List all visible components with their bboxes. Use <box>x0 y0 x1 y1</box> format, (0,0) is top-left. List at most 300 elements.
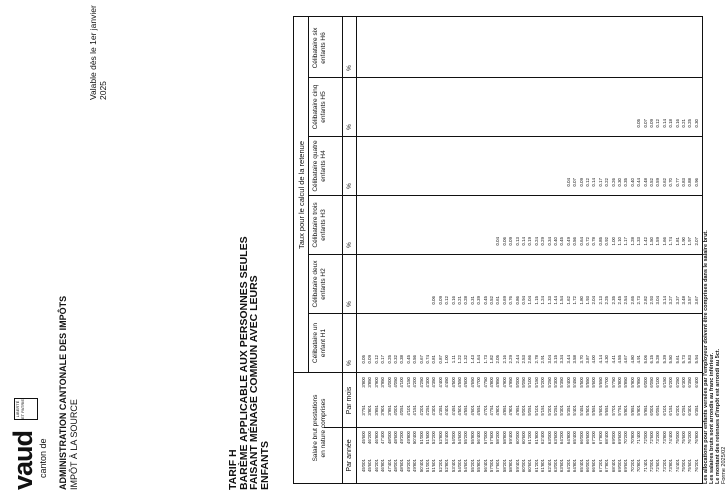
table-cell: 5'600 <box>591 377 597 388</box>
table-cell: 72'000 <box>642 431 648 445</box>
pct-label-h2: % <box>346 301 353 307</box>
table-cell: 1.80 <box>578 296 584 305</box>
tarif-line-2: BARÈME APPLICABLE AUX PERSONNES SEULES <box>237 236 250 490</box>
table-cell: 4.41 <box>610 355 616 364</box>
table-cell: 4'450 <box>444 377 450 388</box>
table-cell: 3.27 <box>668 296 674 305</box>
table-cell: 4.55 <box>617 355 622 364</box>
column-divider <box>324 427 702 428</box>
table-cell: 0.30 <box>617 178 622 187</box>
table-cell: 59'401 <box>514 459 520 473</box>
table-cell: 4'351 <box>437 405 443 416</box>
table-cell: 60'601 <box>527 459 533 473</box>
table-cell: 1.28 <box>629 237 635 246</box>
table-cell: 0.21 <box>457 296 462 305</box>
table-cell: 3.15 <box>553 355 558 364</box>
table-cell: 0.13 <box>514 237 520 246</box>
table-cell: 5'151 <box>540 405 546 416</box>
footnotes <box>703 230 727 484</box>
table-cell: 0.32 <box>393 355 398 364</box>
column-divider <box>308 136 702 137</box>
table-cell: 46'200 <box>367 431 373 445</box>
table-cell: 1.50 <box>649 237 654 246</box>
table-cell: 56'400 <box>476 431 482 445</box>
table-cell: 3.14 <box>661 296 667 305</box>
table-cell: 2.91 <box>540 355 546 364</box>
table-cell: 72'001 <box>649 459 654 473</box>
table-cell: 5'401 <box>572 405 578 416</box>
pct-label-h1: % <box>346 360 353 366</box>
table-cell: 0.09 <box>367 355 373 364</box>
table-cell: 70'201 <box>629 459 635 473</box>
table-cell: 5'900 <box>629 377 635 388</box>
table-cell: 68'400 <box>604 431 610 445</box>
table-cell: 0.45 <box>482 296 488 305</box>
table-cell: 4'651 <box>476 405 482 416</box>
table-cell: 0.09 <box>508 237 514 246</box>
table-cell: 0.70 <box>668 178 674 187</box>
table-cell: 0.56 <box>572 237 578 246</box>
table-cell: 4'600 <box>463 377 469 388</box>
table-cell: 0.74 <box>425 355 430 364</box>
table-cell: 6.15 <box>649 355 654 364</box>
table-cell: 0.81 <box>431 355 437 364</box>
footnote-3: Le montant des retenues d'impôt est arrondi au 5ct. <box>715 348 721 484</box>
table-cell: 52'201 <box>437 459 443 473</box>
table-cell: 4.00 <box>591 355 597 364</box>
table-cell: 0.09 <box>649 119 654 128</box>
table-cell: 0.26 <box>610 178 616 187</box>
table-cell: 5.83 <box>687 355 693 364</box>
table-cell: 5'701 <box>610 405 616 416</box>
table-cell: 6'100 <box>655 377 661 388</box>
table-cell: 1.04 <box>527 296 533 305</box>
tarif-title: TARIF H <box>227 449 239 490</box>
table-cell: 5'101 <box>533 405 539 416</box>
table-cell: 4'400 <box>437 377 443 388</box>
table-cell: 0.34 <box>546 237 552 246</box>
table-cell: 58'801 <box>508 459 514 473</box>
table-cell: 5'950 <box>636 377 642 388</box>
table-cell: 60'000 <box>514 431 520 445</box>
table-cell: 0.48 <box>642 178 648 187</box>
table-cell: 5'850 <box>623 377 629 388</box>
pct-label-h4: % <box>346 183 353 189</box>
table-cell: 62'400 <box>540 431 546 445</box>
table-cell: 5'350 <box>559 377 565 388</box>
table-cell: 5'551 <box>591 405 597 416</box>
table-cell: 0.12 <box>655 119 661 128</box>
table-cell: 74'400 <box>668 431 674 445</box>
table-cell: 3.67 <box>693 296 699 305</box>
table-cell: 3'950 <box>380 377 386 388</box>
table-cell: 0.39 <box>476 296 482 305</box>
table-cell: 5'700 <box>604 377 610 388</box>
table-cell: 4'500 <box>450 377 456 388</box>
table-cell: 1.10 <box>617 237 622 246</box>
table-cell: 0.09 <box>578 178 584 187</box>
table-cell: 5.28 <box>655 355 661 364</box>
table-cell: 6'051 <box>655 405 661 416</box>
table-cell: 73'800 <box>661 431 667 445</box>
table-cell: 6'251 <box>681 405 686 416</box>
table-cell: 1.97 <box>687 237 693 246</box>
table-cell: 0.14 <box>661 119 667 128</box>
salary-header: Salaire brut prestations en nature comprises <box>312 394 327 462</box>
table-cell: 1.82 <box>489 355 494 364</box>
table-cell: 4'951 <box>514 405 520 416</box>
table-cell: 74'401 <box>674 459 680 473</box>
table-cell: 4.80 <box>629 355 635 364</box>
table-cell: 5'801 <box>623 405 629 416</box>
table-cell: 0.21 <box>681 119 686 128</box>
table-cell: 5'050 <box>521 377 526 388</box>
table-cell: 72'600 <box>649 431 654 445</box>
tarif-line-3: FAISANT MÉNAGE COMMUN AVEC LEURS <box>248 275 260 490</box>
table-cell: 1.11 <box>450 355 456 364</box>
table-cell: 66'601 <box>591 459 597 473</box>
table-cell: 1.44 <box>553 296 558 305</box>
table-cell: 45'601 <box>367 459 373 473</box>
table-cell: 3'901 <box>380 405 386 416</box>
table-cell: 58'201 <box>501 459 507 473</box>
table-cell: 5'250 <box>546 377 552 388</box>
table-cell: 2.05 <box>495 355 501 364</box>
table-cell: 0.61 <box>495 296 501 305</box>
table-cell: 4'051 <box>399 405 405 416</box>
table-cell: 1.33 <box>546 296 552 305</box>
coat-of-arms-icon <box>14 398 38 420</box>
table-cell: 6'101 <box>661 405 667 416</box>
table-cell: 0.16 <box>674 119 680 128</box>
table-cell: 6'050 <box>649 377 654 388</box>
table-cell: 5'051 <box>527 405 533 416</box>
table-cell: 0.52 <box>489 296 494 305</box>
table-cell: 0.40 <box>629 178 635 187</box>
table-cell: 64'801 <box>572 459 578 473</box>
table-cell: 75'600 <box>681 431 686 445</box>
table-cell: 0.77 <box>674 178 680 187</box>
table-cell: 0.12 <box>585 178 590 187</box>
pct-label-h3: % <box>346 242 353 248</box>
pct-label-h5: % <box>346 124 353 130</box>
table-cell: 46'801 <box>380 459 386 473</box>
table-cell: 64'200 <box>559 431 565 445</box>
table-cell: 48'600 <box>393 431 398 445</box>
col-header-h1: Célibataire un enfant H1 <box>312 322 327 364</box>
table-cell: 0.76 <box>508 296 514 305</box>
table-cell: 5'150 <box>533 377 539 388</box>
table-cell: 0.40 <box>553 237 558 246</box>
table-cell: 1.72 <box>572 296 578 305</box>
table-cell: 2.66 <box>527 355 533 364</box>
table-cell: 2.29 <box>508 355 514 364</box>
table-cell: 4'851 <box>501 405 507 416</box>
vaud-logo <box>8 398 54 490</box>
col-header-h6: Célibataire six enfants H6 <box>312 27 327 69</box>
table-cell: 63'001 <box>553 459 558 473</box>
table-cell: 4.91 <box>636 355 642 364</box>
table-cell: 0.25 <box>687 119 693 128</box>
table-cell: 47'401 <box>386 459 392 473</box>
annual-header: Par année <box>346 439 353 472</box>
table-cell: 1.00 <box>610 237 616 246</box>
table-cell: 51'000 <box>418 431 424 445</box>
table-cell: 2.25 <box>604 296 610 305</box>
table-cell: 52'200 <box>431 431 437 445</box>
table-cell: 4.14 <box>597 355 603 364</box>
table-cell: 49'200 <box>399 431 405 445</box>
table-cell: 0.04 <box>565 178 571 187</box>
table-cell: 0.45 <box>405 355 411 364</box>
table-cell: 2.35 <box>610 296 616 305</box>
table-cell: 4'750 <box>482 377 488 388</box>
table-cell: 66'000 <box>578 431 584 445</box>
table-cell: 6'000 <box>642 377 648 388</box>
table-cell: 3.04 <box>546 355 552 364</box>
table-cell: 6'301 <box>687 405 693 416</box>
table-cell: 3'800 <box>361 377 366 388</box>
table-cell: 64'800 <box>565 431 571 445</box>
table-cell: 76'201 <box>693 459 699 473</box>
table-cell: 1.59 <box>655 237 661 246</box>
table-cell: 5'901 <box>636 405 642 416</box>
table-cell: 49'201 <box>405 459 411 473</box>
table-cell: 53'400 <box>444 431 450 445</box>
table-cell: 0.28 <box>463 296 469 305</box>
table-cell: 4'300 <box>425 377 430 388</box>
table-cell: 46'800 <box>373 431 379 445</box>
table-cell: 52'800 <box>437 431 443 445</box>
table-cell: 0.29 <box>540 237 546 246</box>
table-cell: 0.07 <box>642 119 648 128</box>
table-cell: 4'700 <box>476 377 482 388</box>
table-cell: 4'251 <box>425 405 430 416</box>
table-cell: 4'650 <box>469 377 475 388</box>
table-cell: 1.64 <box>476 355 482 364</box>
table-cell: 0.25 <box>386 355 392 364</box>
table-cell: 4'850 <box>495 377 501 388</box>
table-cell: 65'401 <box>578 459 584 473</box>
table-cell: 0.72 <box>585 237 590 246</box>
table-cell: 51'001 <box>425 459 430 473</box>
table-cell: 6'250 <box>674 377 680 388</box>
table-cell: 55'801 <box>476 459 482 473</box>
table-cell: 4'451 <box>450 405 456 416</box>
table-cell: 53'401 <box>450 459 456 473</box>
table-cell: 3'851 <box>373 405 379 416</box>
table-cell: 0.38 <box>399 355 405 364</box>
table-cell: 0.07 <box>572 178 578 187</box>
badge-text: LIBERTÉ ET PATRIE <box>15 398 25 419</box>
table-cell: 2.93 <box>649 296 654 305</box>
table-cell: 5'351 <box>565 405 571 416</box>
table-cell: 4'200 <box>412 377 418 388</box>
table-cell: 69'600 <box>617 431 622 445</box>
table-cell: 5'951 <box>642 405 648 416</box>
table-cell: 68'401 <box>610 459 616 473</box>
table-cell: 5'750 <box>610 377 616 388</box>
table-cell: 1.93 <box>585 296 590 305</box>
table-cell: 0.94 <box>521 296 526 305</box>
table-cell: 6'351 <box>693 405 699 416</box>
table-cell: 3.34 <box>559 355 565 364</box>
table-cell: 0.45 <box>559 237 565 246</box>
table-cell: 50'400 <box>412 431 418 445</box>
table-cell: 61'201 <box>533 459 539 473</box>
table-cell: 6'201 <box>674 405 680 416</box>
table-cell: 0.06 <box>431 296 437 305</box>
table-cell: 63'601 <box>559 459 565 473</box>
table-cell: 4'701 <box>482 405 488 416</box>
table-cell: 5.61 <box>674 355 680 364</box>
table-cell: 62'401 <box>546 459 552 473</box>
table-cell: 70'200 <box>623 431 629 445</box>
tax-rate-table <box>293 16 703 484</box>
table-cell: 3'900 <box>373 377 379 388</box>
table-cell: 72'601 <box>655 459 661 473</box>
table-cell: 4'150 <box>405 377 411 388</box>
table-cell: 49'800 <box>405 431 411 445</box>
table-cell: 51'601 <box>431 459 437 473</box>
table-cell: 5.94 <box>693 355 699 364</box>
table-cell: 0.92 <box>604 237 610 246</box>
table-cell: 0.56 <box>412 355 418 364</box>
table-cell: 55'200 <box>463 431 469 445</box>
table-cell: 67'200 <box>591 431 597 445</box>
table-cell: 0.88 <box>687 178 693 187</box>
valid-date: Valable dès le 1er janvier 2025 <box>88 5 108 100</box>
table-cell: 47'400 <box>380 431 386 445</box>
table-cell: 2.07 <box>693 237 699 246</box>
table-cell: 0.17 <box>597 178 603 187</box>
table-cell: 1.66 <box>661 237 667 246</box>
table-cell: 4'201 <box>418 405 424 416</box>
table-cell: 5'000 <box>514 377 520 388</box>
table-cell: 61'200 <box>527 431 533 445</box>
table-cell: 61'801 <box>540 459 546 473</box>
table-cell: 4'101 <box>405 405 411 416</box>
table-cell: 0.67 <box>418 355 424 364</box>
table-cell: 0.96 <box>693 178 699 187</box>
table-cell: 52'801 <box>444 459 450 473</box>
table-cell: 3.48 <box>681 296 686 305</box>
table-cell: 4'501 <box>457 405 462 416</box>
table-cell: 3.58 <box>572 355 578 364</box>
table-cell: 5'500 <box>578 377 584 388</box>
table-cell: 0.83 <box>681 178 686 187</box>
table-cell: 6'400 <box>693 377 699 388</box>
table-cell: 55'201 <box>469 459 475 473</box>
table-cell: 1.81 <box>674 237 680 246</box>
table-cell: 0.05 <box>636 119 642 128</box>
table-cell: 2.82 <box>642 296 648 305</box>
table-cell: 55'800 <box>469 431 475 445</box>
table-cell: 6'350 <box>687 377 693 388</box>
table-cell: 2.13 <box>597 296 603 305</box>
table-cell: 1.90 <box>681 237 686 246</box>
table-cell: 3.70 <box>578 355 584 364</box>
table-cell: 0.16 <box>450 296 456 305</box>
table-cell: 0.04 <box>495 237 501 246</box>
table-cell: 5'751 <box>617 405 622 416</box>
table-cell: 4'050 <box>393 377 398 388</box>
table-cell: 56'401 <box>482 459 488 473</box>
table-cell: 57'000 <box>482 431 488 445</box>
footnote-4: Forme 2025/02 <box>721 446 727 484</box>
table-cell: 4'401 <box>444 405 450 416</box>
pct-label-h6: % <box>346 65 353 71</box>
table-cell: 6'200 <box>668 377 674 388</box>
table-cell: 64'201 <box>565 459 571 473</box>
table-cell: 59'400 <box>508 431 514 445</box>
table-cell: 48'601 <box>399 459 405 473</box>
table-cell: 0.69 <box>501 296 507 305</box>
table-cell: 2.78 <box>533 355 539 364</box>
table-cell: 67'201 <box>597 459 603 473</box>
table-cell: 61'800 <box>533 431 539 445</box>
table-cell: 3'850 <box>367 377 373 388</box>
table-cell: 0.78 <box>591 237 597 246</box>
table-cell: 73'201 <box>661 459 667 473</box>
table-cell: 1.74 <box>668 237 674 246</box>
table-cell: 54'000 <box>450 431 456 445</box>
table-cell: 58'200 <box>495 431 501 445</box>
table-cell: 0.86 <box>514 296 520 305</box>
table-cell: 2.45 <box>617 296 622 305</box>
table-cell: 58'800 <box>501 431 507 445</box>
table-cell: 73'200 <box>655 431 661 445</box>
table-cell: 6'300 <box>681 377 686 388</box>
table-cell: 49'801 <box>412 459 418 473</box>
table-cell: 60'600 <box>521 431 526 445</box>
table-cell: 54'601 <box>463 459 469 473</box>
table-cell: 0.31 <box>469 296 475 305</box>
table-cell: 0.24 <box>533 237 539 246</box>
header-divider <box>342 17 343 483</box>
table-cell: 3'951 <box>386 405 392 416</box>
table-cell: 6'151 <box>668 405 674 416</box>
table-cell: 1.42 <box>642 237 648 246</box>
column-divider <box>308 195 702 196</box>
table-cell: 1.24 <box>540 296 546 305</box>
table-cell: 0.59 <box>655 178 661 187</box>
table-cell: 5.73 <box>681 355 686 364</box>
table-cell: 63'600 <box>553 431 558 445</box>
table-cell: 69'601 <box>623 459 629 473</box>
table-cell: 45'600 <box>361 431 366 445</box>
table-cell: 4'751 <box>489 405 494 416</box>
table-cell: 4'800 <box>489 377 494 388</box>
table-cell: 5'451 <box>578 405 584 416</box>
table-cell: 4'550 <box>457 377 462 388</box>
table-cell: 54'600 <box>457 431 462 445</box>
table-cell: 0.85 <box>597 237 603 246</box>
table-cell: 4'151 <box>412 405 418 416</box>
table-cell: 0.64 <box>578 237 584 246</box>
table-cell: 0.52 <box>649 178 654 187</box>
table-cell: 45'001 <box>361 459 366 473</box>
table-cell: 1.15 <box>533 296 539 305</box>
table-cell: 5'301 <box>559 405 565 416</box>
table-cell: 0.06 <box>501 237 507 246</box>
tarif-line-4: ENFANTS <box>258 440 271 490</box>
table-cell: 2.53 <box>521 355 526 364</box>
table-cell: 0.30 <box>693 119 699 128</box>
table-cell: 70'800 <box>629 431 635 445</box>
table-cell: 5'550 <box>585 377 590 388</box>
footnote-2: Les salaires bruts sont arrondis au franc inférieur. <box>709 352 715 484</box>
